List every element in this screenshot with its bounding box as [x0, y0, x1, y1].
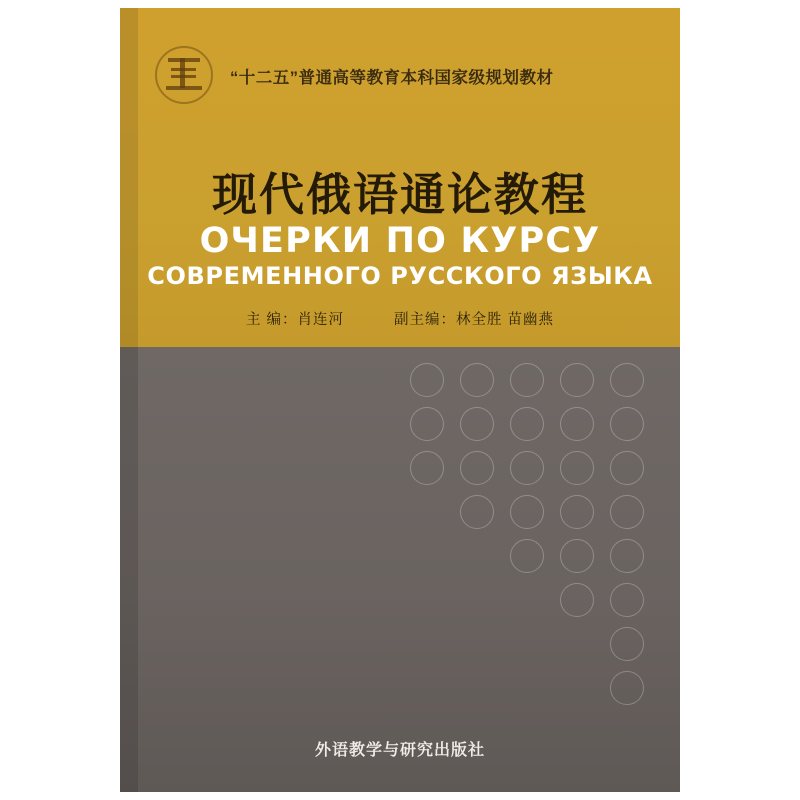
book-cover: [120, 8, 680, 792]
publisher-name: 外语教学与研究出版社: [314, 742, 485, 759]
pattern-circle: [610, 671, 644, 705]
book-title-chinese: 现代俄语通论教程: [211, 168, 588, 221]
pattern-circle: [560, 363, 594, 397]
pattern-circle: [410, 363, 444, 397]
pattern-circle: [460, 363, 494, 397]
pattern-circle: [410, 407, 444, 441]
pattern-circle: [610, 495, 644, 529]
national-planning-textbook-emblem-icon: [155, 46, 217, 108]
pattern-circle: [610, 407, 644, 441]
chief-editor: 主 编：肖连河: [245, 312, 344, 328]
pattern-circle: [510, 451, 544, 485]
pattern-circle: [460, 495, 494, 529]
pattern-circle: [610, 363, 644, 397]
pattern-circle: [560, 451, 594, 485]
pattern-circle: [460, 451, 494, 485]
pattern-circle: [610, 451, 644, 485]
cover-spine-stripe-bottom: [120, 347, 138, 792]
circle-grid-pattern: [410, 363, 660, 708]
pattern-circle: [510, 363, 544, 397]
editors-line: [120, 308, 680, 329]
pattern-circle: [610, 627, 644, 661]
pattern-circle: [560, 583, 594, 617]
pattern-circle: [410, 451, 444, 485]
pattern-circle: [460, 407, 494, 441]
series-designation-text: “十二五”普通高等教育本科国家级规划教材: [230, 69, 554, 87]
associate-editors: 副主编：林全胜 苗幽燕: [394, 312, 555, 328]
pattern-circle: [610, 583, 644, 617]
pattern-circle: [560, 407, 594, 441]
pattern-circle: [510, 495, 544, 529]
book-title-russian-line1: ОЧЕРКИ ПО КУРСУ: [199, 221, 601, 261]
book-title-russian-line2: СОВРЕМЕННОГО РУССКОГО ЯЗЫКА: [147, 262, 653, 290]
pattern-circle: [510, 539, 544, 573]
pattern-circle: [610, 539, 644, 573]
pattern-circle: [560, 495, 594, 529]
pattern-circle: [560, 539, 594, 573]
pattern-circle: [510, 407, 544, 441]
